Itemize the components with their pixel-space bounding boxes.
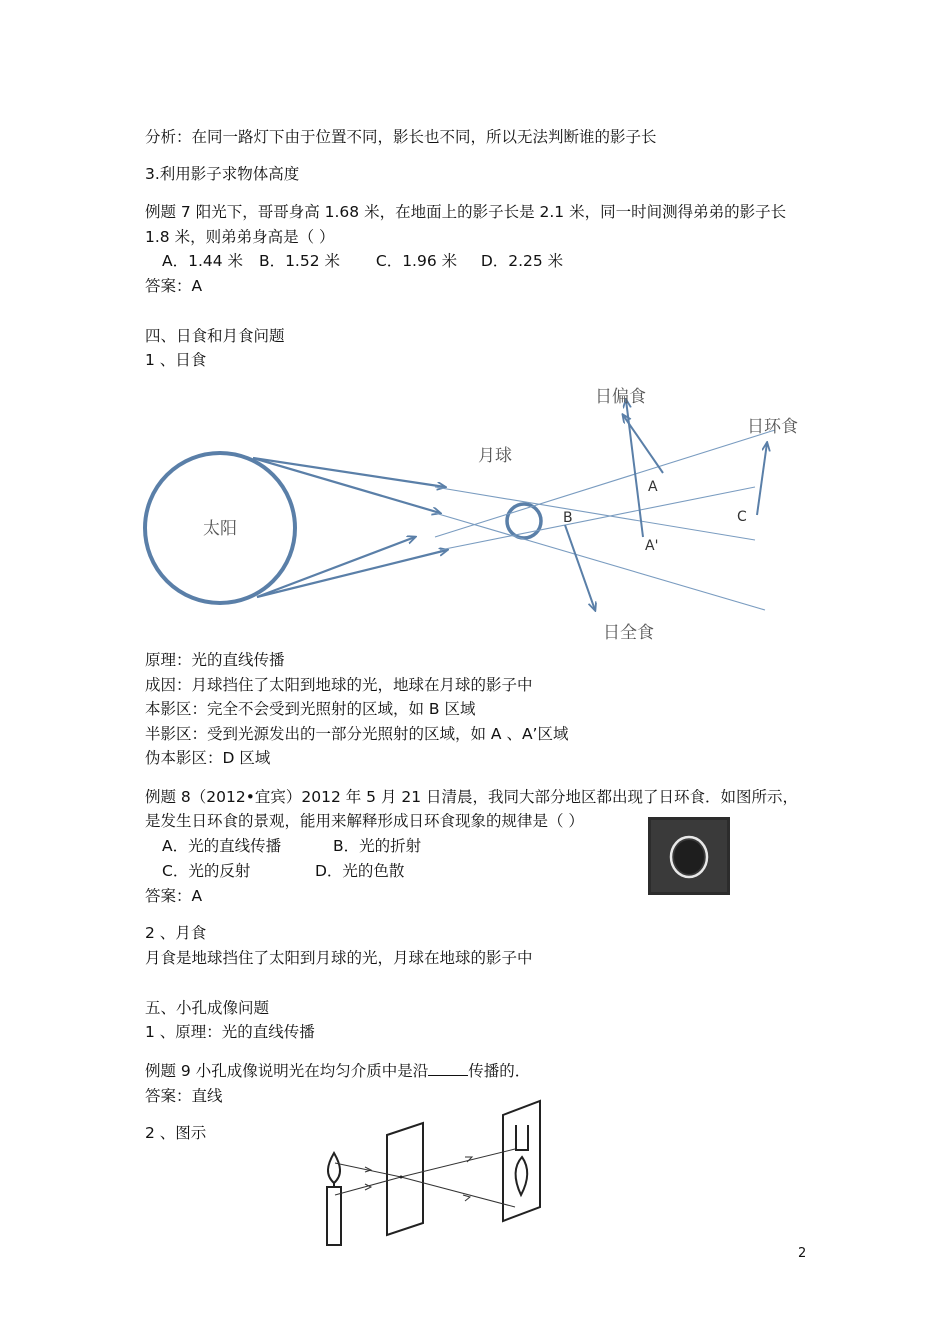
- principle-text: 原理：光的直线传播: [145, 651, 285, 669]
- cause-text: 成因：月球挡住了太阳到地球的光，地球在月球的影子中: [145, 676, 533, 694]
- ex9-prefix: 例题 9 小孔成像说明光在均匀介质中是沿: [145, 1062, 429, 1080]
- example-8-options-row2: [162, 860, 404, 882]
- screen-board: [503, 1101, 540, 1221]
- example-7-line2: 1.8 米，则弟弟身高是（ ）: [145, 228, 335, 246]
- region-a-label: A: [648, 479, 658, 495]
- section-5-figure-title: 2 、图示: [145, 1124, 207, 1142]
- example-8-line2: 是发生日环食的景观，能用来解释形成日环食现象的规律是（ ）: [145, 812, 584, 830]
- pinhole-camera-diagram: [315, 1095, 555, 1255]
- candle-flame: [328, 1153, 340, 1183]
- total-eclipse-label: 日全食: [603, 623, 654, 643]
- ex9-blank: [428, 1061, 468, 1076]
- lunar-eclipse-text: 月食是地球挡住了太阳到月球的光，月球在地球的影子中: [145, 949, 533, 967]
- annular-eclipse-photo: [648, 817, 730, 895]
- subsection-lunar-eclipse: 2 、月食: [145, 924, 207, 942]
- example-8-answer: 答案：A: [145, 887, 203, 905]
- ex7-option-c: C．1.96 米: [375, 252, 458, 270]
- region-c-label: C: [737, 509, 747, 525]
- region-a-prime-label: A': [645, 538, 659, 554]
- example-7-answer: 答案：A: [145, 277, 203, 295]
- candle-body: [327, 1187, 341, 1245]
- subsection-solar-eclipse: 1 、日食: [145, 351, 207, 369]
- analysis-text: 分析：在同一路灯下由于位置不同，影长也不同，所以无法判断谁的影子长: [145, 128, 657, 146]
- ex7-option-d: D．2.25 米: [480, 252, 564, 270]
- section-4-title: 四、日食和月食问题: [145, 327, 285, 345]
- region-b-label: B: [563, 510, 573, 526]
- example-8-options-row1: [162, 835, 421, 857]
- sun-label: 太阳: [203, 519, 237, 539]
- example-8-line1: 例题 8（2012•宜宾）2012 年 5 月 21 日清晨，我同大部分地区都出现了日环食．如图所示，: [145, 788, 799, 806]
- ex8-option-b: B．光的折射: [332, 837, 422, 855]
- section-5-principle: 1 、原理：光的直线传播: [145, 1023, 315, 1041]
- ex7-option-a: A．1.44 米: [162, 252, 244, 270]
- section-3-title: 3.利用影子求物体高度: [145, 165, 300, 183]
- section-5-title: 五、小孔成像问题: [145, 999, 270, 1017]
- ex8-option-c: C．光的反射: [162, 862, 251, 880]
- inverted-image-candle: [516, 1125, 528, 1150]
- example-7-line1: 例题 7 阳光下，哥哥身高 1.68 米，在地面上的影子长是 2.1 米，同一时间测得弟弟的影子长: [145, 203, 787, 221]
- example-7-options: [162, 250, 563, 272]
- inverted-image-flame: [516, 1157, 528, 1195]
- penumbra-text: 半影区：受到光源发出的一部分光照射的区域，如 A 、A’区域: [145, 725, 569, 743]
- annular-eclipse-label: 日环食: [747, 417, 798, 437]
- antumbra-text: 伪本影区：D 区域: [145, 749, 271, 767]
- moon-label: 月球: [478, 446, 512, 466]
- example-9-question: [145, 1060, 530, 1082]
- page-number: 2: [798, 1246, 807, 1261]
- ex7-option-b: B．1.52 米: [258, 252, 341, 270]
- ex8-option-d: D．光的色散: [314, 862, 405, 880]
- ex8-option-a: A．光的直线传播: [162, 837, 282, 855]
- umbra-text: 本影区：完全不会受到光照射的区域，如 B 区域: [145, 700, 476, 718]
- solar-eclipse-diagram: [135, 375, 815, 650]
- partial-eclipse-label: 日偏食: [595, 387, 646, 407]
- ex9-suffix: 传播的．: [468, 1062, 531, 1080]
- example-9-answer: 答案：直线: [145, 1087, 223, 1105]
